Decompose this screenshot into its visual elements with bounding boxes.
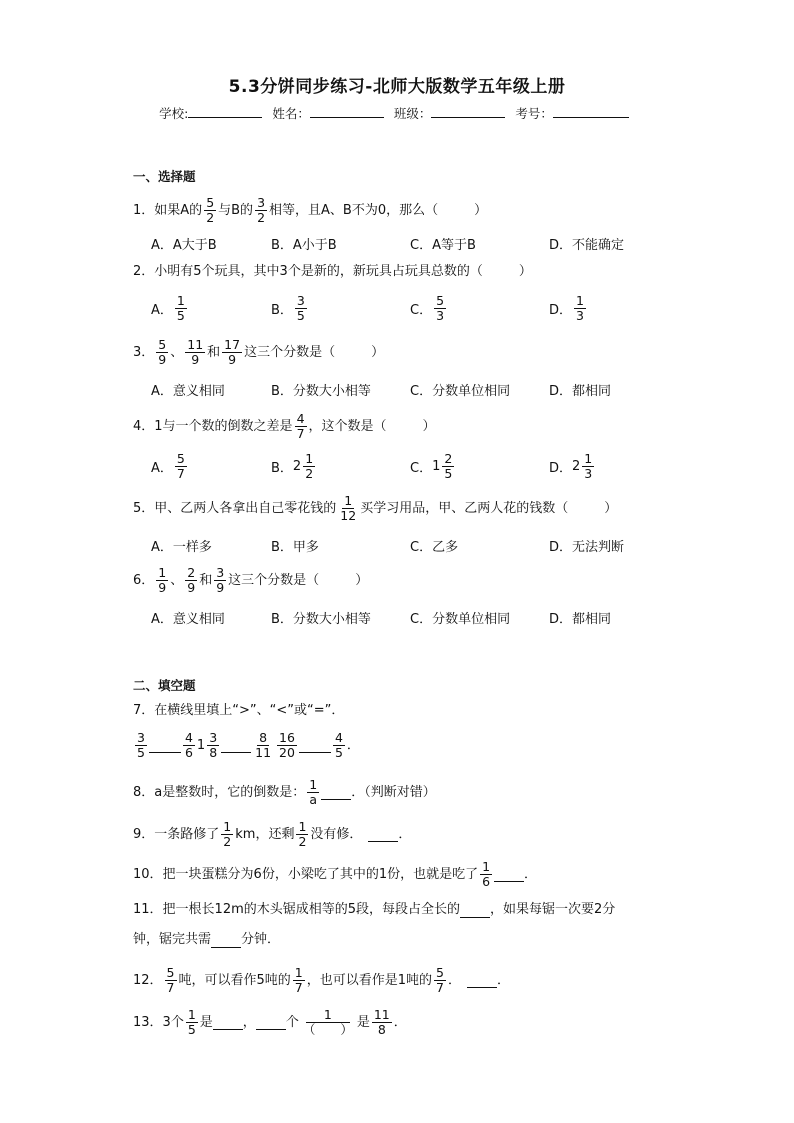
answer-blank[interactable]: [213, 1015, 243, 1030]
answer-blank[interactable]: [321, 785, 351, 800]
option-d[interactable]: D．都相同: [549, 384, 612, 399]
numerator: 11: [187, 337, 204, 352]
fraction: [442, 452, 454, 481]
question-text: 一条路修了: [154, 826, 220, 842]
fraction: [221, 820, 233, 849]
question-text: 个: [285, 1014, 299, 1030]
question-6: [133, 566, 368, 595]
answer-blank[interactable]: [256, 1015, 286, 1030]
mixed-number: [197, 731, 221, 760]
question-text: 买学习用品，甲、乙两人花的钱数（: [360, 500, 569, 516]
fraction: [307, 778, 319, 807]
question-text: ，这个数是（: [308, 418, 387, 434]
option-a[interactable]: A．意义相同: [151, 384, 225, 399]
question-text: 是: [356, 1014, 370, 1030]
question-number: 2．: [133, 264, 155, 279]
numerator: 11: [373, 1007, 390, 1022]
section-heading-choice: 一、选择题: [133, 169, 196, 184]
fraction: [156, 338, 168, 367]
fraction: [183, 731, 195, 760]
fraction: [175, 452, 187, 481]
question-5: [133, 494, 617, 523]
question-number: 5．: [133, 500, 155, 516]
numerator: 4: [296, 411, 305, 426]
question-text: 把一根长12m的木头锯成相等的5段，每段占全长的: [162, 902, 461, 917]
class-label: 班级：: [393, 106, 432, 121]
exam-number-blank[interactable]: [553, 104, 629, 118]
fraction: [333, 731, 345, 760]
document-title: 5.3分饼同步练习-北师大版数学五年级上册: [228, 77, 566, 97]
fraction: [296, 820, 308, 849]
question-number: 6．: [133, 572, 155, 588]
question-7-comparisons: [133, 731, 360, 760]
fraction: [175, 294, 187, 323]
question-text: 钟，锯完共需: [133, 932, 212, 947]
mixed-number: [572, 452, 596, 481]
numerator: 1: [309, 777, 318, 792]
student-info-line: [0, 104, 794, 122]
denominator: 9: [191, 352, 200, 367]
option-label: D．: [549, 461, 573, 476]
denominator: 2: [223, 834, 232, 849]
numerator: 2: [444, 451, 453, 466]
option-c[interactable]: C．A等于B: [410, 238, 476, 253]
question-text: 小明有5个玩具，其中3个是新的，新玩具占玩具总数的（: [154, 264, 483, 279]
mixed-number: [293, 452, 317, 481]
question-1: [133, 196, 487, 225]
question-text: 这三个分数是（: [244, 344, 336, 360]
compare-blank[interactable]: [299, 738, 331, 753]
denominator: 3: [576, 308, 584, 323]
denominator: 5: [176, 308, 185, 323]
numerator: 4: [184, 730, 193, 745]
whole-part: 2: [572, 459, 581, 474]
option-d[interactable]: [549, 294, 588, 323]
question-number: 10．: [133, 866, 163, 882]
exam-number-label: 考号：: [515, 106, 553, 121]
section-heading-fill: 二、填空题: [133, 678, 196, 693]
question-9: [133, 820, 411, 849]
denominator: 9: [158, 352, 167, 367]
numerator: 5: [436, 293, 445, 308]
fraction: [185, 566, 197, 595]
class-blank[interactable]: [431, 104, 505, 118]
question-number: 12．: [133, 972, 163, 988]
separator: 和: [199, 572, 213, 588]
option-label: A．: [151, 303, 173, 318]
option-c[interactable]: [410, 294, 448, 323]
answer-blank[interactable]: [494, 867, 524, 882]
answer-blank[interactable]: [368, 827, 398, 842]
question-text: 没有修．: [310, 826, 363, 842]
denominator: 2: [206, 210, 215, 225]
option-b[interactable]: [271, 452, 317, 481]
fraction: [165, 966, 177, 995]
question-13: [133, 1008, 407, 1037]
question-number: 11．: [133, 902, 163, 917]
option-d[interactable]: D．都相同: [549, 612, 612, 627]
question-4: [133, 412, 436, 441]
numerator: 1: [584, 451, 593, 466]
fraction: [255, 196, 267, 225]
fraction: [434, 966, 446, 995]
denominator: 5: [444, 466, 453, 481]
compare-blank[interactable]: [149, 738, 181, 753]
question-text: ，如果每锯一次要2分: [490, 902, 616, 917]
numerator: 1: [223, 819, 232, 834]
option-a[interactable]: A．一样多: [151, 540, 212, 555]
question-text: 在横线里填上“>”、“<”或“=”．: [154, 703, 345, 718]
denominator: 9: [216, 580, 225, 595]
question-3: [133, 338, 384, 367]
question-number: 8．: [133, 784, 155, 800]
option-a[interactable]: A．意义相同: [151, 612, 225, 627]
question-text: 3个: [162, 1014, 184, 1030]
question-text: ）: [371, 344, 385, 360]
question-text: ）: [355, 572, 369, 588]
option-label: B．: [271, 461, 293, 476]
question-text: ，也可以看作是1吨的: [306, 972, 433, 988]
option-d[interactable]: D．不能确定: [549, 238, 625, 253]
question-text: 与B的: [218, 202, 254, 218]
numerator: 17: [224, 337, 241, 352]
denominator: 5: [187, 1022, 196, 1037]
question-11-continued: [133, 930, 280, 950]
question-text: 这三个分数是（: [228, 572, 320, 588]
numerator: 1: [344, 493, 353, 508]
fraction: [222, 338, 242, 367]
compare-blank[interactable]: [221, 738, 251, 753]
question-text: 把一块蛋糕分为6份，小梁吃了其中的1份，也就是吃了: [162, 866, 479, 882]
option-b[interactable]: B．分数大小相等: [271, 384, 371, 399]
denominator: 8: [377, 1022, 386, 1037]
option-a[interactable]: [151, 294, 189, 323]
numerator: 5: [166, 965, 175, 980]
question-text: a是整数时，它的倒数是：: [154, 784, 306, 800]
numerator: 3: [137, 730, 145, 745]
numerator: 2: [187, 565, 196, 580]
question-text: ）: [422, 418, 436, 434]
question-2: [133, 262, 532, 282]
fraction: [303, 452, 315, 481]
question-text: ．（判断对错）: [351, 784, 436, 800]
numerator: 3: [209, 730, 218, 745]
fraction: [186, 1008, 198, 1037]
numerator: 1: [482, 859, 491, 874]
separator: 、: [170, 344, 184, 360]
numerator: 5: [206, 195, 215, 210]
question-text: ）: [604, 500, 618, 516]
fraction: [214, 566, 226, 595]
denominator[interactable]: （ ）: [302, 1022, 353, 1037]
denominator: 5: [296, 308, 305, 323]
school-blank[interactable]: [188, 104, 262, 118]
separator: 、: [170, 572, 184, 588]
option-a[interactable]: A．A大于B: [151, 238, 217, 253]
denominator: 7: [436, 980, 444, 995]
fraction: [253, 731, 273, 760]
answer-blank[interactable]: [460, 903, 490, 918]
question-text: 如果A的: [154, 202, 203, 218]
separator: 和: [207, 344, 221, 360]
option-d[interactable]: D．无法判断: [549, 540, 625, 555]
option-label: A．: [151, 461, 173, 476]
numerator: 1: [158, 565, 167, 580]
option-d[interactable]: [549, 452, 596, 481]
question-number: 9．: [133, 826, 155, 842]
fraction: [293, 966, 305, 995]
denominator: 5: [137, 745, 145, 760]
fraction: [204, 196, 216, 225]
denominator: 5: [334, 745, 343, 760]
numerator: 1: [306, 1008, 350, 1023]
fraction: [434, 294, 446, 323]
denominator: 2: [305, 466, 314, 481]
question-text: 1与一个数的倒数之差是: [154, 418, 293, 434]
denominator: 12: [340, 508, 357, 523]
fraction: [372, 1008, 392, 1037]
option-c[interactable]: C．分数单位相同: [410, 612, 511, 627]
whole-part: 2: [292, 459, 302, 474]
option-c[interactable]: [410, 452, 456, 481]
fraction: [277, 731, 297, 760]
option-b[interactable]: B．分数大小相等: [271, 612, 371, 627]
denominator: 6: [184, 745, 193, 760]
numerator: 4: [334, 730, 343, 745]
punctuation: ．: [398, 826, 412, 842]
question-10: [133, 860, 537, 889]
numerator: 3: [216, 565, 225, 580]
denominator: 3: [584, 466, 593, 481]
punctuation: ．: [524, 866, 538, 882]
numerator: 5: [158, 337, 167, 352]
question-number: 3．: [133, 344, 155, 360]
denominator: 3: [436, 308, 445, 323]
punctuation: ．: [346, 737, 360, 753]
question-8: [133, 778, 436, 807]
fraction: [295, 294, 307, 323]
question-text: 吨，可以看作5吨的: [178, 972, 291, 988]
question-12: [133, 966, 510, 995]
numerator: 16: [279, 730, 295, 745]
fraction: [574, 294, 586, 323]
denominator: 9: [158, 580, 167, 595]
denominator: 7: [166, 980, 175, 995]
punctuation: ．: [393, 1014, 407, 1030]
option-label: B．: [271, 303, 293, 318]
denominator: 8: [209, 745, 218, 760]
numerator: 1: [187, 1007, 196, 1022]
denominator: 9: [187, 580, 196, 595]
fraction: [338, 494, 358, 523]
answer-blank[interactable]: [467, 973, 497, 988]
fraction: [185, 338, 205, 367]
mixed-number: [432, 452, 456, 481]
question-text: ）: [518, 264, 532, 279]
question-number: 4．: [133, 418, 155, 434]
numerator: 1: [294, 965, 303, 980]
punctuation: ，: [242, 1014, 256, 1030]
question-number: 13．: [133, 1014, 163, 1030]
denominator: 20: [279, 745, 295, 760]
option-b[interactable]: B．A小于B: [271, 238, 337, 253]
fraction: [582, 452, 594, 481]
question-text: 相等，且A、B不为0，那么（: [269, 202, 439, 218]
denominator: a: [309, 792, 318, 807]
question-text: 是: [199, 1014, 213, 1030]
name-label: 姓名：: [272, 106, 310, 121]
question-number: 1．: [133, 202, 155, 218]
question-11: [133, 900, 615, 920]
numerator: 3: [257, 195, 266, 210]
question-number: 7．: [133, 703, 155, 718]
whole-part: 1: [432, 459, 441, 474]
fraction: [156, 566, 168, 595]
denominator: 7: [176, 466, 185, 481]
option-b[interactable]: [271, 294, 309, 323]
punctuation: ．: [496, 972, 510, 988]
whole-part: 1: [196, 737, 206, 753]
option-c[interactable]: C．乙多: [410, 540, 459, 555]
numerator: 1: [176, 293, 185, 308]
punctuation: ．: [447, 972, 461, 988]
option-a[interactable]: [151, 452, 189, 481]
question-text: 甲、乙两人各拿出自己零花钱的: [154, 500, 337, 516]
fraction: [135, 731, 147, 760]
question-text: 分钟．: [241, 932, 281, 947]
option-label: C．: [410, 461, 433, 476]
numerator: 5: [436, 965, 444, 980]
option-label: C．: [410, 303, 433, 318]
fraction: [295, 412, 307, 441]
denominator: 11: [255, 745, 272, 760]
denominator: 9: [228, 352, 237, 367]
numerator: 3: [296, 293, 305, 308]
numerator: 1: [576, 293, 584, 308]
answer-blank[interactable]: [211, 933, 241, 948]
fraction: [207, 731, 219, 760]
denominator: 7: [296, 426, 305, 441]
option-b[interactable]: B．甲多: [271, 540, 319, 555]
denominator: 2: [257, 210, 266, 225]
fraction: [301, 1008, 355, 1037]
school-label: 学校:: [159, 106, 189, 121]
numerator: 8: [259, 730, 268, 745]
option-label: D．: [549, 303, 573, 318]
question-text: km，还剩: [235, 826, 295, 842]
numerator: 1: [298, 819, 307, 834]
numerator: 1: [305, 451, 314, 466]
fraction: [480, 860, 492, 889]
question-text: ）: [474, 202, 488, 218]
question-7: [133, 701, 344, 721]
name-blank[interactable]: [310, 104, 384, 118]
denominator: 6: [482, 874, 491, 889]
denominator: 2: [298, 834, 307, 849]
denominator: 7: [294, 980, 303, 995]
numerator: 5: [176, 451, 185, 466]
option-c[interactable]: C．分数单位相同: [410, 384, 511, 399]
